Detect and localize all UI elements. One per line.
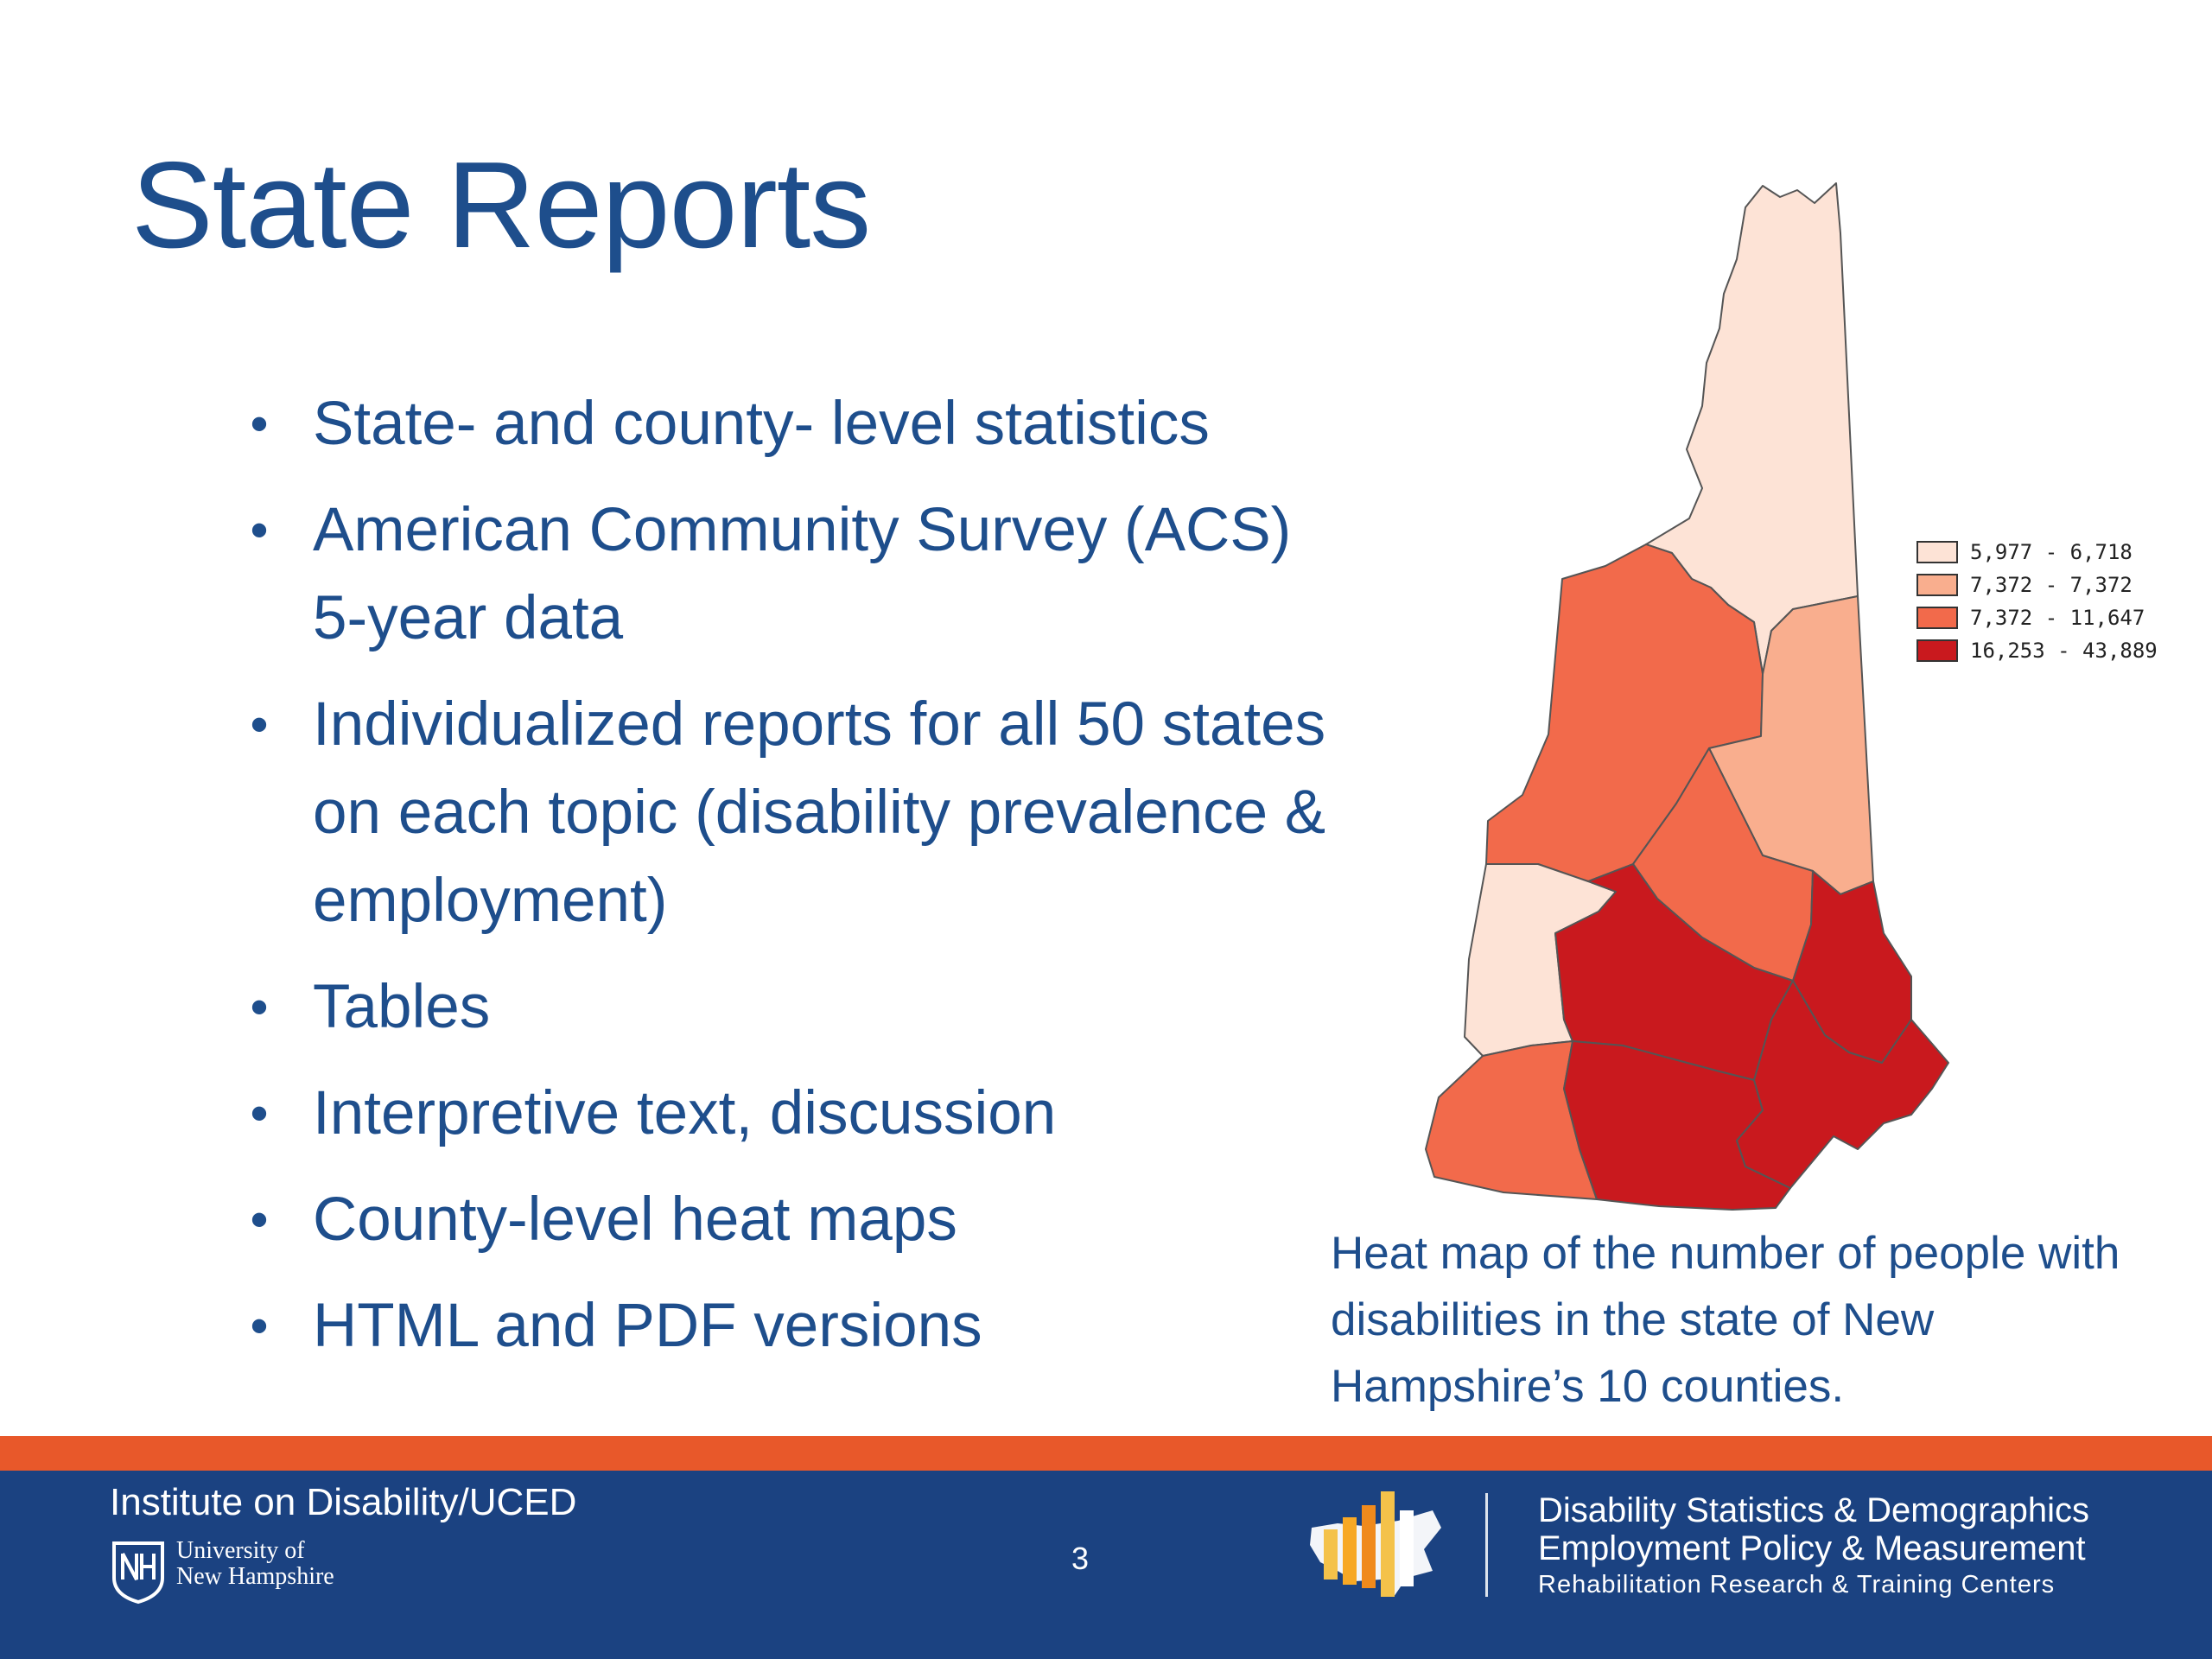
legend-item [1916,601,2158,634]
map-legend [1916,536,2158,667]
center-name-line-2: Employment Policy & Measurement [1538,1529,2086,1567]
map-caption: Heat map of the number of people with disabilities in the state of New Hampshire’s 10 counties. [1331,1228,2120,1412]
bullet-item [242,1282,1357,1370]
bullet-text: State- and county- level statistics [313,390,1210,458]
legend-label: 7,372 - 11,647 [1970,606,2145,630]
bullet-item [242,380,1357,468]
bullet-item [242,1070,1357,1158]
bullet-item [242,963,1357,1052]
bullet-glyph: • [250,1191,269,1249]
bullet-glyph: • [250,978,269,1036]
institute-name: Institute on Disability/UCED [110,1481,577,1523]
legend-label: 5,977 - 6,718 [1970,540,2133,564]
unh-shield-icon [111,1540,166,1605]
bullet-glyph: • [250,501,269,559]
bullet-text: County-level heat maps [313,1185,957,1254]
university-line-2: New Hampshire [176,1563,334,1590]
legend-swatch [1916,574,1958,596]
university-line-1: University of [176,1537,305,1564]
center-name-line-1: Disability Statistics & Demographics [1538,1491,2089,1529]
bullet-text: Tables [313,973,491,1041]
bullet-text: American Community Survey (ACS) 5-year data [313,496,1292,652]
page-number: 3 [1071,1541,1090,1576]
legend-label: 7,372 - 7,372 [1970,573,2133,597]
center-name-line-3: Rehabilitation Research & Training Centers [1538,1571,2056,1599]
footer-accent-bar [0,1436,2212,1471]
bullet-glyph: • [250,1084,269,1142]
bullet-item [242,486,1357,663]
footer-divider [1485,1493,1488,1597]
bullet-glyph: • [250,1297,269,1355]
us-map-bars-logo-icon [1303,1476,1450,1605]
bullet-item [242,1176,1357,1264]
legend-label: 16,253 - 43,889 [1970,639,2158,663]
legend-item [1916,536,2158,569]
legend-swatch [1916,607,1958,629]
nh-heat-map [1391,156,2013,1227]
bullet-glyph: • [250,696,269,753]
bullet-list [242,380,1357,1389]
bullet-text: Interpretive text, discussion [313,1079,1057,1147]
legend-item [1916,569,2158,601]
legend-swatch [1916,541,1958,563]
university-wordmark [176,1538,334,1590]
bullet-text: HTML and PDF versions [313,1292,982,1360]
bullet-text: Individualized reports for all 50 states on each topic (disability prevalence & employment) [313,690,1326,935]
legend-swatch [1916,639,1958,662]
slide-title: State Reports [131,137,871,274]
bullet-glyph: • [250,395,269,453]
bullet-item [242,681,1357,945]
nh-map-svg [1391,156,2013,1227]
legend-item [1916,634,2158,667]
